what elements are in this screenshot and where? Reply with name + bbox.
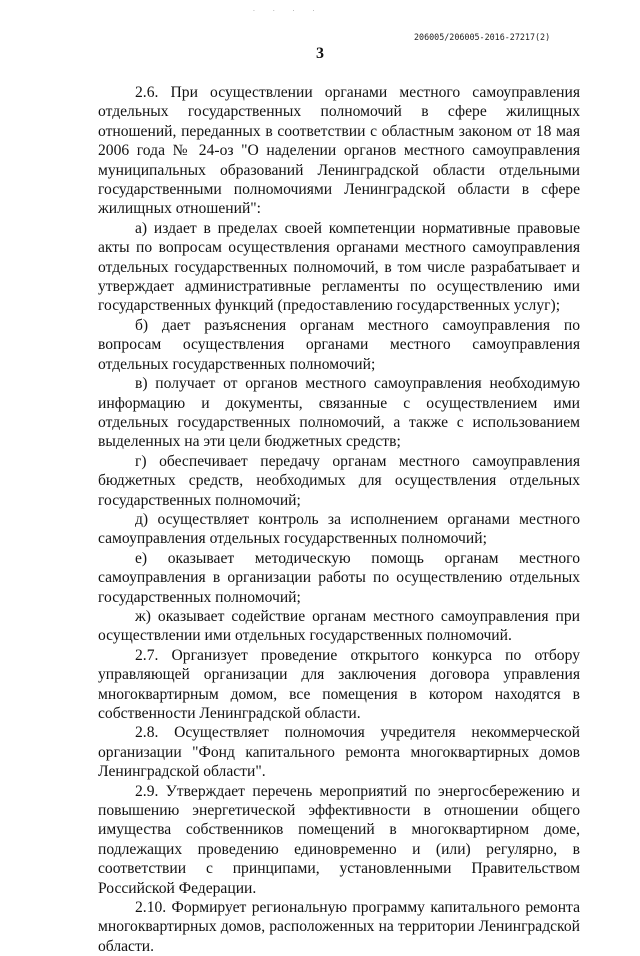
list-item-zh: ж) оказывает содействие органам местного самоуправления при осуществлении ими отдельных государственных полномочий. — [98, 607, 580, 645]
paragraph-2-7: 2.7. Организует проведение открытого конкурса по отбору управляющей организации для заключения договора управления многоквартирным домом, все помещения в котором находятся в собственности Ленинградской области. — [98, 646, 580, 722]
page-number: 3 — [316, 45, 324, 62]
document-number: 206005/206005-2016-27217(2) — [414, 32, 551, 42]
list-item-g: г) обеспечивает передачу органам местного самоуправления бюджетных средств, необходимых для осуществления отдельных государственных полномочий; — [98, 452, 580, 509]
paragraph-2-9: 2.9. Утверждает перечень мероприятий по энергосбережению и повышению энергетической эффективности в отношении общего имущества собственников помещений в многоквартирном доме, подлежащих проведению единовременно и (или) регулярно, в соответствии с принципами, установленными Правительством Российской Федерации. — [98, 782, 580, 897]
document-body — [98, 83, 580, 956]
list-item-a: а) издает в пределах своей компетенции нормативные правовые акты по вопросам осуществления органами местного самоуправления отдельных государственных полномочий, в том числе разрабатывает и утверждает административные регламенты по осуществлению ими государственных функций (предоставлению государственных услуг); — [98, 219, 580, 315]
scan-dots: . . . . — [253, 6, 323, 13]
paragraph-2-8: 2.8. Осуществляет полномочия учредителя некоммерческой организации "Фонд капитального ремонта многоквартирных домов Ленинградской области". — [98, 724, 580, 781]
list-item-e: е) оказывает методическую помощь органам местного самоуправления в организации работы по осуществлению отдельных государственных полномочий; — [98, 549, 580, 606]
list-item-v: в) получает от органов местного самоуправления необходимую информацию и документы, связанные с осуществлением ими отдельных государственных полномочий, а также с использованием выделенных на эти цели бюджетных средств; — [98, 375, 580, 451]
list-item-d: д) осуществляет контроль за исполнением органами местного самоуправления отдельных государственных полномочий; — [98, 510, 580, 548]
paragraph-2-6: 2.6. При осуществлении органами местного самоуправления отдельных государственных полномочий в сфере жилищных отношений, переданных в соответствии с областным законом от 18 мая 2006 года № 24-оз "О наделении органов местного самоуправления муниципальных образований Ленинградской области отдельными государственными полномочиями Ленинградской области в сфере жилищных отношений": — [98, 84, 580, 218]
paragraph-2-10: 2.10. Формирует региональную программу капитального ремонта многоквартирных домов, расположенных на территории Ленинградской области. — [98, 899, 580, 955]
list-item-b: б) дает разъяснения органам местного самоуправления по вопросам осуществления органами местного самоуправления отдельных государственных полномочий; — [98, 316, 580, 373]
